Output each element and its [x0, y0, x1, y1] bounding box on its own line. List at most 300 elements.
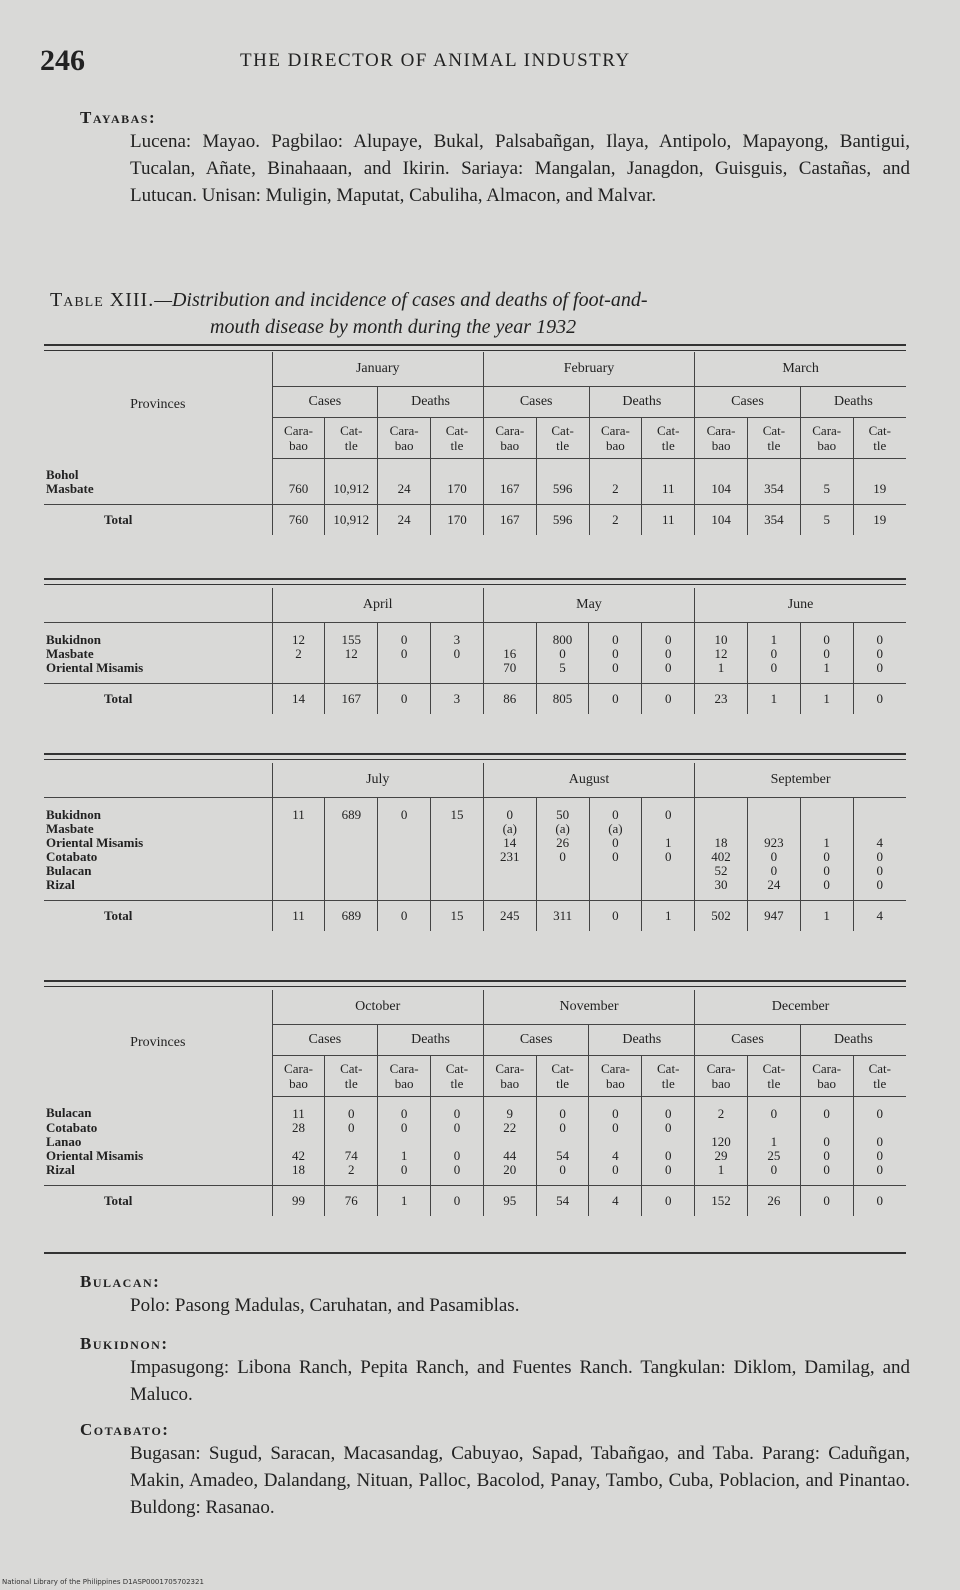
cell-value: 70 [483, 661, 536, 684]
carabao-label-line1: Cara- [495, 1060, 525, 1076]
cell-value: 24 [747, 878, 800, 901]
provinces-header: Provinces [130, 397, 186, 412]
cell-value: 12 [325, 647, 378, 661]
month-header: October [272, 990, 483, 1024]
cell-value [747, 458, 800, 482]
table-row [44, 1149, 906, 1163]
cell-value: 74 [325, 1149, 378, 1163]
cell-value [642, 458, 695, 482]
cell-value [378, 850, 431, 864]
month-header: March [695, 352, 906, 386]
province-heading: Bulacan: [80, 1272, 161, 1291]
month-header: January [272, 352, 483, 386]
cell-value: 2 [325, 1163, 378, 1186]
cell-value [431, 836, 484, 850]
cattle-label-line2: tle [344, 437, 358, 453]
cell-value: 0 [431, 647, 484, 661]
cell-value: 0 [800, 1135, 853, 1149]
total-value: 2 [589, 505, 642, 536]
cell-value [378, 864, 431, 878]
running-head: THE DIRECTOR OF ANIMAL INDUSTRY [240, 50, 631, 71]
province-localities: Lucena: Mayao. Pagbilao: Alupaye, Bukal, Palsabañgan, Ilaya, Antipolo, Mapayong, Bantigui, Tucalan, Añate, Binahaaan, and Ikirin. Sariaya: Mangalan, Janagdon, Guisguis, Castañas, and Lutucan. Unisan: Muligin, Maputat, Cabuliha, Almacon, and Malvar. [130, 131, 910, 206]
total-value: 0 [642, 683, 695, 714]
total-label: Total [44, 1185, 272, 1216]
cell-value: 0 [378, 622, 431, 647]
cattle-header [325, 1055, 378, 1096]
cell-value: 0 [536, 1163, 589, 1186]
cell-value: 0 [589, 1096, 642, 1121]
total-value: 167 [483, 505, 536, 536]
cattle-label-line2: tle [344, 1075, 358, 1091]
table-row [44, 850, 906, 864]
cell-value: 1 [747, 1135, 800, 1149]
cell-value: 44 [483, 1149, 536, 1163]
cell-value [695, 822, 748, 836]
cell-value [589, 864, 642, 878]
bukidnon-section [80, 1334, 910, 1408]
cell-value: 1 [695, 1163, 748, 1186]
cell-value: 0 [589, 1163, 642, 1186]
block-separator-rule [44, 578, 906, 585]
carabao-header [800, 1055, 853, 1096]
province-localities: Impasugong: Libona Ranch, Pepita Ranch, and Fuentes Ranch. Tangkulan: Diklom, Damilag, and Maluco. [130, 1357, 910, 1405]
cell-value: 0 [800, 878, 853, 901]
cell-value [800, 1121, 853, 1135]
cell-value: 0 [431, 1121, 484, 1135]
cell-value [325, 1135, 378, 1149]
cell-value [853, 797, 906, 822]
cattle-label-line1: Cat- [868, 1060, 891, 1076]
table-bottom-rule [44, 1252, 906, 1254]
cell-value: 42 [272, 1149, 325, 1163]
cell-value: 0 [483, 797, 536, 822]
cell-value: 24 [378, 482, 431, 505]
total-value: 1 [642, 900, 695, 931]
cell-value: 0 [800, 1149, 853, 1163]
cattle-header [536, 417, 589, 458]
cell-value: (a) [483, 822, 536, 836]
deaths-header: Deaths [800, 1024, 906, 1055]
cases-header: Cases [483, 386, 589, 417]
total-value: 152 [695, 1185, 748, 1216]
table-row [44, 1121, 906, 1135]
cell-value [431, 661, 484, 684]
cell-value: 0 [800, 850, 853, 864]
cattle-label-line1: Cat- [340, 422, 363, 438]
cell-value [536, 864, 589, 878]
total-value: 0 [431, 1185, 484, 1216]
province-name: Rizal [46, 876, 75, 892]
total-label: Total [44, 505, 272, 536]
province-name: Masbate [46, 645, 94, 661]
carabao-header [695, 1055, 748, 1096]
cell-value [695, 458, 748, 482]
total-value: 15 [431, 900, 484, 931]
cattle-label-line2: tle [767, 1075, 781, 1091]
cell-value: 0 [747, 1096, 800, 1121]
cell-value: 689 [325, 797, 378, 822]
cell-value [642, 1135, 695, 1149]
cell-value: 54 [536, 1149, 589, 1163]
cotabato-section [80, 1420, 910, 1521]
cattle-label-line1: Cat- [762, 1060, 786, 1076]
cattle-label-line2: tle [767, 437, 781, 453]
deaths-header: Deaths [589, 1024, 695, 1055]
carabao-label-line1: Cara- [389, 1060, 419, 1076]
cattle-header [747, 1055, 800, 1096]
cell-value: 0 [853, 622, 906, 647]
cell-value [589, 1135, 642, 1149]
incidence-table [44, 352, 906, 535]
cell-value: 0 [431, 1096, 484, 1121]
deaths-header: Deaths [378, 1024, 484, 1055]
cattle-label-line2: tle [661, 437, 675, 453]
incidence-table [44, 763, 906, 931]
cell-value [642, 822, 695, 836]
cell-value: 0 [853, 1149, 906, 1163]
cell-value [483, 1135, 536, 1149]
cell-value [747, 1121, 800, 1135]
cell-value: 0 [853, 864, 906, 878]
cell-value: 0 [431, 1163, 484, 1186]
carabao-label-line1: Cara- [284, 1060, 313, 1076]
total-value: 14 [272, 683, 325, 714]
carabao-header [483, 417, 536, 458]
cell-value: 26 [536, 836, 589, 850]
cell-value: 0 [747, 661, 800, 684]
carabao-header [483, 1055, 536, 1096]
total-value: 0 [589, 683, 642, 714]
province-name: Oriental Misamis [46, 659, 144, 675]
cell-value: 0 [378, 797, 431, 822]
cell-value [272, 458, 325, 482]
cell-value: 1 [695, 661, 748, 684]
cell-value: 5 [800, 482, 853, 505]
cell-value [483, 864, 536, 878]
cell-value [536, 1135, 589, 1149]
cell-value: 0 [800, 1163, 853, 1186]
carabao-label-line1: Cara- [812, 1060, 842, 1076]
cell-value: 354 [747, 482, 800, 505]
total-value: 354 [747, 505, 800, 536]
cell-value: 0 [589, 622, 642, 647]
province-localities: Bugasan: Sugud, Saracan, Macasandag, Cabuyao, Sapad, Tabañgao, and Taba. Parang: Caduñgan, Makin, Amadeo, Dalandang, Nituan, Palloc, Bacolod, Panay, Tambo, Cuba, Poblacion, and Pinantao. Buldong: Rasanao. [130, 1443, 910, 1518]
cell-value [483, 878, 536, 901]
cell-value: 0 [642, 661, 695, 684]
total-value: 947 [747, 900, 800, 931]
cell-value: 0 [853, 1163, 906, 1186]
cell-value: 11 [642, 482, 695, 505]
month-header: June [695, 588, 906, 622]
cattle-label-line2: tle [450, 1075, 464, 1091]
cattle-label-line1: Cat- [340, 1060, 363, 1076]
carabao-label-line2: bao [289, 1075, 308, 1091]
cell-value: 19 [853, 482, 906, 505]
cell-value: 0 [747, 1163, 800, 1186]
cell-value: 10 [695, 622, 748, 647]
total-value: 95 [483, 1185, 536, 1216]
cell-value [378, 1135, 431, 1149]
cell-value: 0 [589, 1121, 642, 1135]
cell-value: 0 [747, 850, 800, 864]
carabao-label-line1: Cara- [284, 422, 313, 438]
cell-value: 800 [536, 622, 589, 647]
total-value: 104 [695, 505, 748, 536]
cell-value: 1 [747, 622, 800, 647]
carabao-label-line2: bao [606, 1075, 625, 1091]
cell-value [695, 1121, 748, 1135]
total-label: Total [44, 900, 272, 931]
cell-value: 155 [325, 622, 378, 647]
table-row [44, 482, 906, 505]
cell-value [431, 878, 484, 901]
total-value: 0 [378, 683, 431, 714]
cell-value [642, 864, 695, 878]
carabao-header [272, 417, 325, 458]
cell-value: 0 [642, 647, 695, 661]
total-value: 5 [800, 505, 853, 536]
table-row [44, 458, 906, 482]
cell-value: 0 [589, 797, 642, 822]
cell-value [747, 797, 800, 822]
province-name: Lanao [46, 1133, 82, 1149]
total-value: 0 [642, 1185, 695, 1216]
carabao-label-line2: bao [817, 437, 837, 453]
province-name: Bukidnon [46, 631, 101, 647]
cell-value: 0 [589, 661, 642, 684]
page-header [40, 44, 920, 84]
table-title-line1: —Distribution and incidence of cases and deaths of foot-and- [154, 289, 648, 311]
page-number: 246 [40, 44, 85, 77]
cell-value: 1 [642, 836, 695, 850]
month-header: May [483, 588, 694, 622]
cell-value: 4 [589, 1149, 642, 1163]
cell-value: 1 [378, 1149, 431, 1163]
carabao-label-line2: bao [394, 437, 414, 453]
total-value: 1 [747, 683, 800, 714]
carabao-label-line1: Cara- [389, 422, 419, 438]
cell-value: 0 [642, 1149, 695, 1163]
cell-value: 0 [800, 622, 853, 647]
cases-header: Cases [272, 386, 378, 417]
total-value: 19 [853, 505, 906, 536]
cell-value: 14 [483, 836, 536, 850]
month-header: April [272, 588, 483, 622]
cell-value: (a) [536, 822, 589, 836]
carabao-header [695, 417, 748, 458]
cell-value: 50 [536, 797, 589, 822]
cell-value: 12 [272, 622, 325, 647]
cell-value: 11 [272, 1096, 325, 1121]
cell-value: 22 [483, 1121, 536, 1135]
cell-value: 120 [695, 1135, 748, 1149]
cell-value [378, 661, 431, 684]
province-localities: Polo: Pasong Madulas, Caruhatan, and Pasamiblas. [130, 1295, 520, 1316]
cell-value: 15 [431, 797, 484, 822]
cell-value: 11 [272, 797, 325, 822]
cell-value: 18 [272, 1163, 325, 1186]
carabao-label-line1: Cara- [600, 422, 630, 438]
total-value: 0 [800, 1185, 853, 1216]
cell-value [853, 1121, 906, 1135]
cell-value: 0 [589, 836, 642, 850]
cattle-label-line2: tle [661, 1075, 675, 1091]
cattle-label-line1: Cat- [762, 422, 786, 438]
table-caption [50, 287, 912, 341]
cell-value [378, 836, 431, 850]
cases-header: Cases [695, 386, 801, 417]
total-value: 24 [378, 505, 431, 536]
cell-value [325, 878, 378, 901]
carabao-label-line1: Cara- [706, 1060, 736, 1076]
province-name: Masbate [46, 481, 94, 496]
total-value: 0 [378, 900, 431, 931]
cattle-label-line1: Cat- [551, 1060, 574, 1076]
cell-value: 0 [536, 850, 589, 864]
cell-value [325, 661, 378, 684]
cattle-label-line1: Cat- [551, 422, 574, 438]
cell-value [536, 458, 589, 482]
cell-value: 1 [800, 836, 853, 850]
cell-value [325, 864, 378, 878]
total-row [44, 505, 906, 536]
month-header: July [272, 763, 483, 797]
block-separator-rule [44, 980, 906, 987]
cell-value [325, 850, 378, 864]
cattle-label-line1: Cat- [445, 1060, 469, 1076]
incidence-table [44, 588, 906, 714]
total-value: 0 [589, 900, 642, 931]
table-title-line2: mouth disease by month during the year 1932 [210, 316, 577, 338]
cases-header: Cases [272, 1024, 378, 1055]
total-value: 99 [272, 1185, 325, 1216]
carabao-label-line2: bao [711, 1075, 731, 1091]
total-value: 11 [642, 505, 695, 536]
cell-value: 0 [853, 878, 906, 901]
cell-value [800, 458, 853, 482]
cell-value: 0 [378, 1096, 431, 1121]
cell-value: 0 [853, 647, 906, 661]
total-value: 170 [431, 505, 484, 536]
table-row [44, 661, 906, 684]
total-value: 86 [483, 683, 536, 714]
cell-value [589, 458, 642, 482]
cell-value [589, 878, 642, 901]
cell-value: 0 [642, 1163, 695, 1186]
deaths-header: Deaths [589, 386, 695, 417]
cattle-label-line2: tle [450, 437, 464, 453]
cell-value: 9 [483, 1096, 536, 1121]
province-heading: Bukidnon: [80, 1334, 169, 1353]
carabao-header [378, 417, 431, 458]
cell-value: 2 [272, 647, 325, 661]
cell-value: 0 [325, 1096, 378, 1121]
month-header: February [483, 352, 694, 386]
cell-value: 0 [642, 1096, 695, 1121]
cattle-header [431, 1055, 484, 1096]
deaths-header: Deaths [800, 386, 906, 417]
total-value: 689 [325, 900, 378, 931]
cell-value: 4 [853, 836, 906, 850]
month-header: August [483, 763, 694, 797]
table-row [44, 1163, 906, 1186]
cattle-label-line1: Cat- [657, 422, 680, 438]
cell-value [431, 822, 484, 836]
total-value: 26 [747, 1185, 800, 1216]
cell-value [431, 850, 484, 864]
cell-value: 0 [589, 647, 642, 661]
cell-value: 12 [695, 647, 748, 661]
cell-value [272, 878, 325, 901]
incidence-table [44, 990, 906, 1216]
table-row [44, 1096, 906, 1121]
cell-value: 104 [695, 482, 748, 505]
cell-value [431, 864, 484, 878]
cell-value [272, 836, 325, 850]
province-name: Bulacan [46, 862, 92, 878]
table-row [44, 822, 906, 836]
cell-value [431, 458, 484, 482]
carabao-label-line1: Cara- [706, 422, 736, 438]
carabao-label-line1: Cara- [495, 422, 525, 438]
cell-value: (a) [589, 822, 642, 836]
cell-value: 0 [800, 647, 853, 661]
cattle-header [853, 417, 906, 458]
carabao-label-line2: bao [711, 437, 731, 453]
cell-value [483, 458, 536, 482]
cell-value: 5 [536, 661, 589, 684]
carabao-label-line2: bao [289, 437, 308, 453]
carabao-header [272, 1055, 325, 1096]
cell-value [378, 458, 431, 482]
province-name: Oriental Misamis [46, 1147, 144, 1163]
total-value: 311 [536, 900, 589, 931]
cell-value [695, 797, 748, 822]
carabao-label-line2: bao [606, 437, 625, 453]
cell-value: 402 [695, 850, 748, 864]
cell-value [853, 822, 906, 836]
cattle-label-line1: Cat- [445, 422, 469, 438]
cell-value: 0 [642, 797, 695, 822]
block-separator-rule [44, 753, 906, 760]
cell-value: 0 [325, 1121, 378, 1135]
cell-value: 0 [800, 1096, 853, 1121]
provinces-header: Provinces [130, 1035, 186, 1050]
total-value: 760 [272, 505, 325, 536]
carabao-label-line2: bao [500, 1075, 520, 1091]
cell-value: 0 [853, 1096, 906, 1121]
cell-value: 29 [695, 1149, 748, 1163]
table-label: Table XIII. [50, 289, 155, 311]
cell-value: 0 [589, 850, 642, 864]
province-name: Bohol [46, 467, 79, 482]
total-row [44, 900, 906, 931]
province-name: Cotabato [46, 848, 98, 864]
cattle-label-line2: tle [873, 1075, 887, 1091]
tayabas-section [80, 108, 910, 209]
cell-value [272, 850, 325, 864]
total-value: 11 [272, 900, 325, 931]
provinces-header-blank [44, 588, 272, 622]
cell-value: 0 [747, 647, 800, 661]
carabao-label-line1: Cara- [600, 1060, 630, 1076]
cattle-label-line2: tle [556, 437, 570, 453]
bulacan-section [80, 1272, 910, 1319]
cell-value: 0 [853, 661, 906, 684]
cell-value: 30 [695, 878, 748, 901]
cattle-label-line1: Cat- [868, 422, 891, 438]
month-header: November [483, 990, 694, 1024]
